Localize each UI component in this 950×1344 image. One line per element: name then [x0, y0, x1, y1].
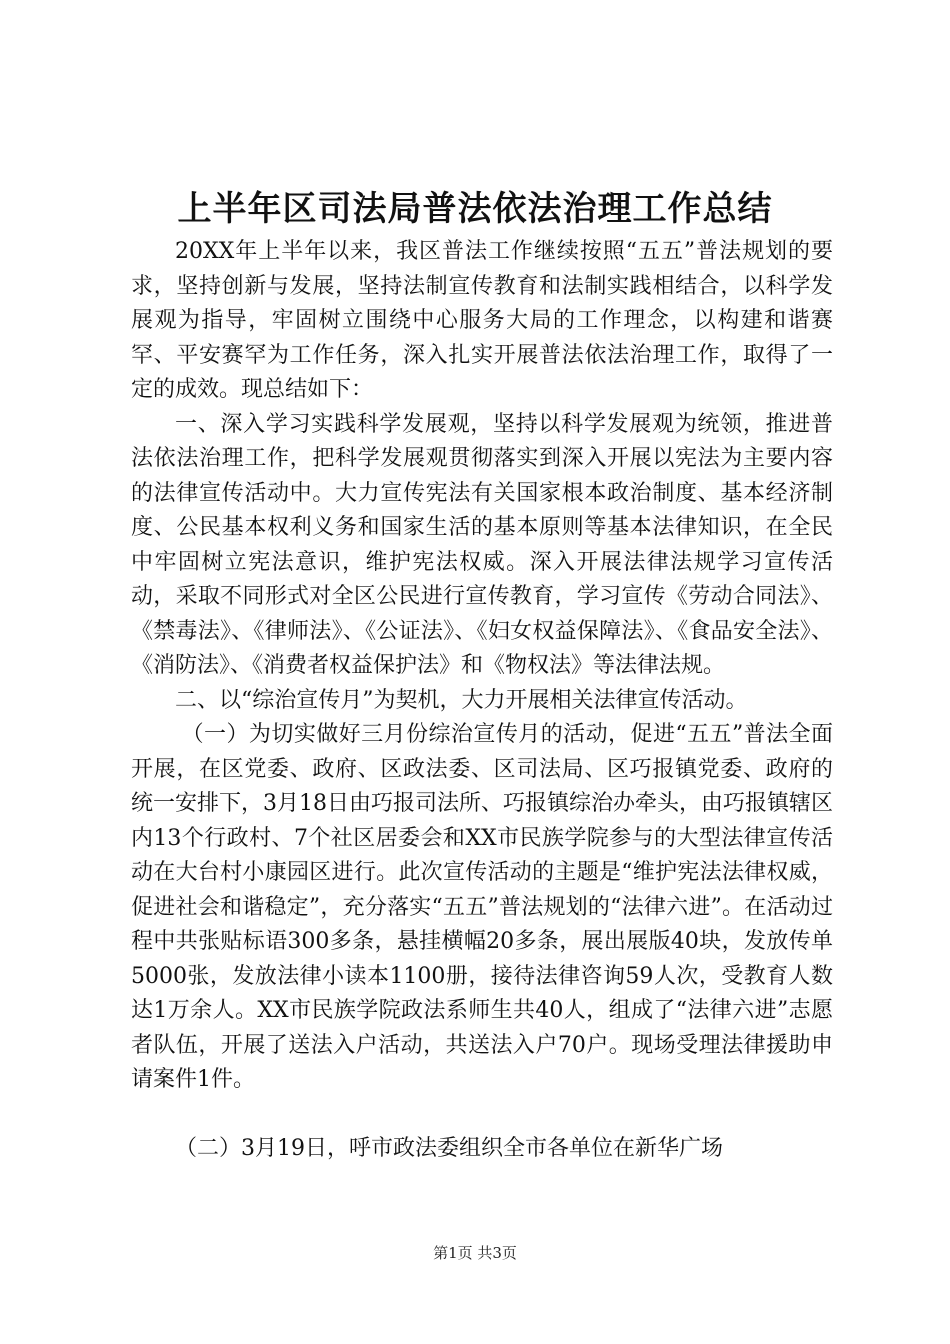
paragraph-section-1: 一、深入学习实践科学发展观，坚持以科学发展观为统领，推进普法依法治理工作，把科学发展观贯彻落实到深入开展以宪法为主要内容的法律宣传活动中。大力宣传宪法有关国家根本政治制度、基本经济制度、公民基本权利义务和国家生活的基本原则等基本法律知识，在全民中牢固树立宪法意识，维护宪法权威。深入开展法律法规学习宣传活动，采取不同形式对全区公民进行宣传教育，学习宣传《劳动合同法》、《禁毒法》、《律师法》、《公证法》、《妇女权益保障法》、《食品安全法》、《消防法》、《消费者权益保护法》和《物权法》等法律法规。	[131, 411, 833, 678]
paragraph-subsection-1: （一）为切实做好三月份综治宣传月的活动，促进“五五”普法全面开展，在区党委、政府、区政法委、区司法局、区巧报镇党委、政府的统一安排下，3月18日由巧报司法所、巧报镇综治办牵头，由巧报镇辖区内13个行政村、7个社区居委会和XX市民族学院参与的大型法律宣传活动在大台村小康园区进行。此次宣传活动的主题是“维护宪法法律权威，促进社会和谐稳定”，充分落实“五五”普法规划的“法律六进”。在活动过程中共张贴标语300多条，悬挂横幅20多条，展出展版40块，发放传单5000张，发放法律小读本1100册，接待法律咨询59人次，受教育人数达1万余人。XX市民族学院政法系师生共40人，组成了“法律六进”志愿者队伍，开展了送法入户活动，共送法入户70户。现场受理法律援助申请案件1件。	[131, 722, 833, 1092]
page-number-footer: 第1页 共3页	[433, 1244, 517, 1262]
paragraph-section-2: 二、以“综治宣传月”为契机，大力开展相关法律宣传活动。	[175, 687, 748, 713]
document-title: 上半年区司法局普法依法治理工作总结	[177, 189, 773, 229]
paragraph-intro: 20XX年上半年以来，我区普法工作继续按照“五五”普法规划的要求，坚持创新与发展，坚持法制宣传教育和法制实践相结合，以科学发展观为指导，牢固树立围绕中心服务大局的工作理念，以构建和谐赛罕、平安赛罕为工作任务，深入扎实开展普法依法治理工作，取得了一定的成效。现总结如下：	[131, 239, 833, 402]
document-body	[131, 235, 833, 1166]
paragraph-subsection-2: （二）3月19日，呼市政法委组织全市各单位在新华广场	[175, 1135, 723, 1161]
